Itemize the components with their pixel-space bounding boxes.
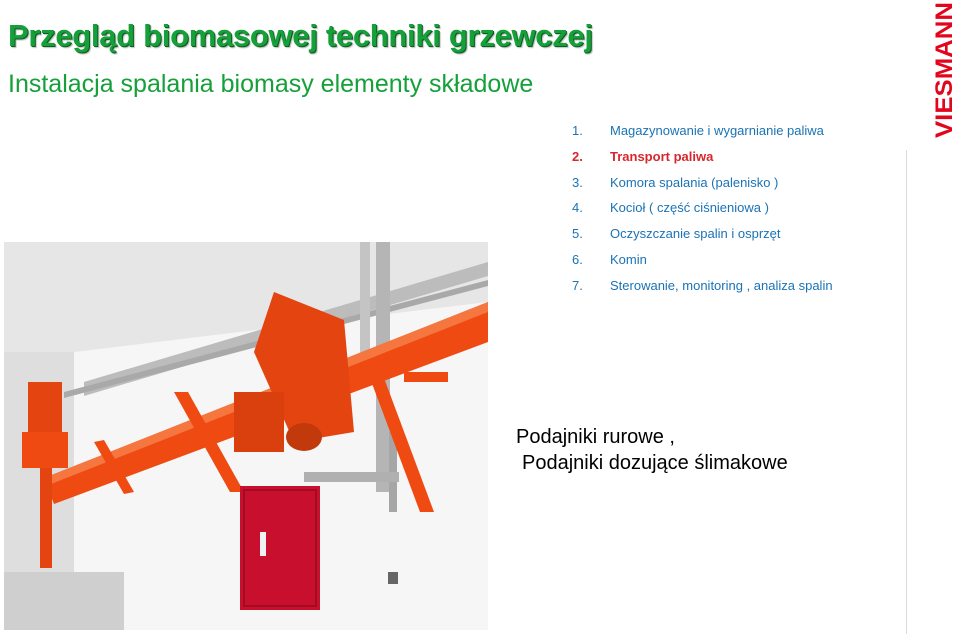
- list-item-number: 2.: [572, 148, 583, 164]
- list-item-text: Transport paliwa: [610, 148, 714, 164]
- list-item: [572, 170, 833, 196]
- list-item-number: 1.: [572, 123, 583, 138]
- list-item-number: 7.: [572, 277, 583, 293]
- list-item-active: [572, 144, 833, 170]
- caption-line-2: Podajniki dozujące ślimakowe: [522, 452, 788, 474]
- list-item-text: Magazynowanie i wygarnianie paliwa: [610, 123, 824, 138]
- list-item: [572, 273, 833, 299]
- list-item-text: Kocioł ( część ciśnieniowa ): [610, 200, 769, 216]
- list-item-number: 3.: [572, 174, 583, 190]
- components-list: [572, 118, 833, 299]
- list-item-number: 4.: [572, 200, 583, 216]
- photo-caption: [516, 424, 788, 476]
- list-item-number: 6.: [572, 251, 583, 267]
- list-item: [572, 195, 833, 221]
- viessmann-logo: [922, 0, 960, 140]
- slide-title: Przegląd biomasowej techniki grzewczej: [8, 18, 593, 53]
- list-item-text: Sterowanie, monitoring , analiza spalin: [610, 277, 833, 293]
- list-item-text: Komora spalania (palenisko ): [610, 174, 779, 190]
- list-item: [572, 118, 833, 144]
- list-item-text: Oczyszczanie spalin i osprzęt: [610, 226, 781, 242]
- slide-subtitle: Instalacja spalania biomasy elementy składowe: [8, 70, 534, 98]
- caption-line-1: Podajniki rurowe ,: [516, 426, 675, 448]
- photo-feeder-installation: [4, 242, 488, 630]
- list-item-number: 5.: [572, 226, 583, 242]
- list-item: [572, 247, 833, 273]
- vertical-divider: [906, 150, 907, 634]
- list-item-text: Komin: [610, 251, 647, 267]
- svg-text:VIESMANN: VIESMANN: [931, 11, 958, 138]
- list-item: [572, 221, 833, 247]
